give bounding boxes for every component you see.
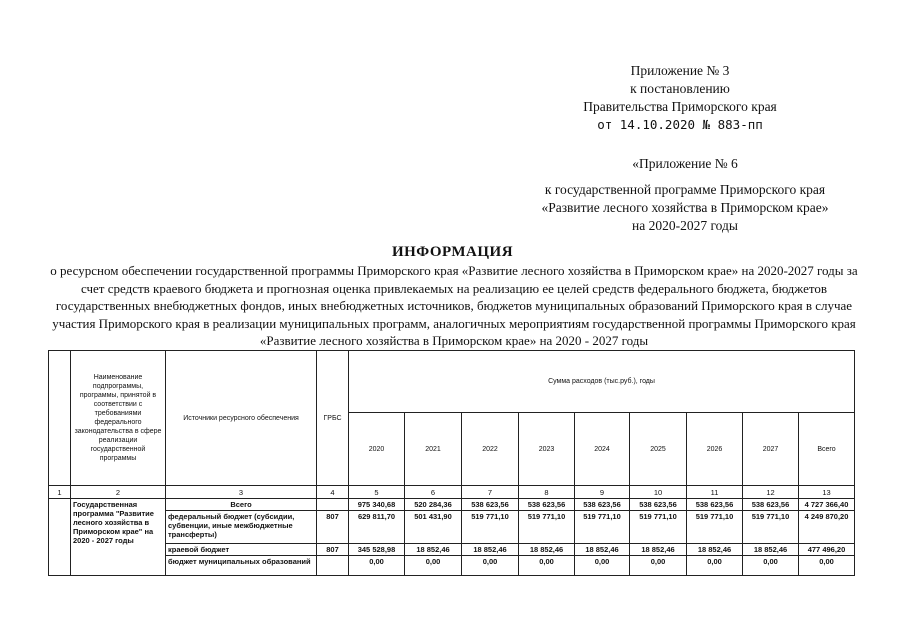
grbs-cell: 807 bbox=[317, 511, 349, 544]
header-program-name: Наименование подпрограммы, программы, принятой в соответствии с требованиями федерального законодательства в сфере реализации государственной программы bbox=[71, 351, 166, 486]
value-cell: 538 623,56 bbox=[462, 499, 519, 511]
source-cell: федеральный бюджет (субсидии, субвенции, иные межбюджетные трансферты) bbox=[166, 511, 317, 544]
table-row bbox=[49, 499, 855, 511]
table-row bbox=[49, 544, 855, 556]
value-cell: 538 623,56 bbox=[630, 499, 687, 511]
document-title: ИНФОРМАЦИЯ bbox=[391, 244, 514, 260]
value-cell: 0,00 bbox=[519, 556, 575, 576]
column-number: 2 bbox=[71, 486, 166, 499]
appendix6-ref: к государственной программе Приморского края bbox=[544, 182, 826, 197]
total-cell: 0,00 bbox=[799, 556, 855, 576]
header-year: 2025 bbox=[630, 413, 687, 486]
column-number: 12 bbox=[743, 486, 799, 499]
source-cell: Всего bbox=[166, 499, 317, 511]
resource-table bbox=[48, 350, 855, 576]
resolution-date: от 14.10.2020 № 883-пп bbox=[597, 117, 763, 132]
appendix6-period: на 2020-2027 годы bbox=[632, 218, 738, 233]
value-cell: 975 340,68 bbox=[349, 499, 405, 511]
grbs-cell: 807 bbox=[317, 544, 349, 556]
column-number: 7 bbox=[462, 486, 519, 499]
value-cell: 519 771,10 bbox=[575, 511, 630, 544]
value-cell: 538 623,56 bbox=[575, 499, 630, 511]
header-year: 2023 bbox=[519, 413, 575, 486]
column-number: 4 bbox=[317, 486, 349, 499]
value-cell: 0,00 bbox=[743, 556, 799, 576]
total-cell: 4 727 366,40 bbox=[799, 499, 855, 511]
table-row bbox=[49, 511, 855, 544]
value-cell: 0,00 bbox=[405, 556, 462, 576]
value-cell: 519 771,10 bbox=[630, 511, 687, 544]
header-total: Всего bbox=[799, 413, 855, 486]
value-cell: 519 771,10 bbox=[462, 511, 519, 544]
column-number: 8 bbox=[519, 486, 575, 499]
header-year: 2021 bbox=[405, 413, 462, 486]
resolution-header bbox=[520, 62, 840, 134]
value-cell: 519 771,10 bbox=[519, 511, 575, 544]
source-cell: краевой бюджет bbox=[166, 544, 317, 556]
value-cell: 501 431,90 bbox=[405, 511, 462, 544]
value-cell: 18 852,46 bbox=[405, 544, 462, 556]
header-year: 2020 bbox=[349, 413, 405, 486]
row-index bbox=[49, 499, 71, 576]
government-name: Правительства Приморского края bbox=[583, 99, 777, 114]
grbs-cell bbox=[317, 499, 349, 511]
header-year: 2027 bbox=[743, 413, 799, 486]
value-cell: 18 852,46 bbox=[743, 544, 799, 556]
resolution-ref: к постановлению bbox=[630, 81, 730, 96]
value-cell: 538 623,56 bbox=[687, 499, 743, 511]
header-grbs: ГРБС bbox=[317, 351, 349, 486]
program-name-cell: Государственная программа "Развитие лесного хозяйства в Приморском крае" на 2020 - 2027 годы bbox=[71, 499, 166, 576]
document-description: о ресурсном обеспечении государственной программы Приморского края «Развитие лесного хозяйства в Приморском крае» на 2020-2027 годы за счет средств краевого бюджета и прогнозная оценка привлекаемых на реализацию ее целей средств федерального бюджета, бюджетов государственных внебюджетных фондов, иных внебюджетных источников, бюджетов муниципальных образований Приморского края в случае участия Приморского края в реализации муниципальных программ, аналогичных мероприятиям государственной программы Приморского края «Развитие лесного хозяйства в Приморском крае» на 2020 - 2027 годы bbox=[50, 263, 858, 348]
appendix6-number: «Приложение № 6 bbox=[632, 156, 738, 171]
value-cell: 0,00 bbox=[687, 556, 743, 576]
value-cell: 520 284,36 bbox=[405, 499, 462, 511]
value-cell: 538 623,56 bbox=[743, 499, 799, 511]
appendix-number: Приложение № 3 bbox=[630, 63, 730, 78]
column-number: 3 bbox=[166, 486, 317, 499]
header-year: 2022 bbox=[462, 413, 519, 486]
value-cell: 519 771,10 bbox=[687, 511, 743, 544]
value-cell: 18 852,46 bbox=[462, 544, 519, 556]
total-cell: 4 249 870,20 bbox=[799, 511, 855, 544]
value-cell: 345 528,98 bbox=[349, 544, 405, 556]
header-index bbox=[49, 351, 71, 486]
value-cell: 0,00 bbox=[462, 556, 519, 576]
source-cell: бюджет муниципальных образований bbox=[166, 556, 317, 576]
column-number: 1 bbox=[49, 486, 71, 499]
table-row bbox=[49, 556, 855, 576]
appendix6-program: «Развитие лесного хозяйства в Приморском крае» bbox=[541, 200, 829, 215]
total-cell: 477 496,20 bbox=[799, 544, 855, 556]
header-sources: Источники ресурсного обеспечения bbox=[166, 351, 317, 486]
value-cell: 0,00 bbox=[630, 556, 687, 576]
column-number: 13 bbox=[799, 486, 855, 499]
column-number: 11 bbox=[687, 486, 743, 499]
value-cell: 18 852,46 bbox=[687, 544, 743, 556]
header-sum: Сумма расходов (тыс.руб.), годы bbox=[349, 351, 855, 413]
value-cell: 18 852,46 bbox=[519, 544, 575, 556]
column-number-row bbox=[49, 486, 855, 499]
table-header-row-1 bbox=[49, 351, 855, 413]
value-cell: 18 852,46 bbox=[575, 544, 630, 556]
column-number: 9 bbox=[575, 486, 630, 499]
header-year: 2026 bbox=[687, 413, 743, 486]
grbs-cell bbox=[317, 556, 349, 576]
value-cell: 629 811,70 bbox=[349, 511, 405, 544]
column-number: 6 bbox=[405, 486, 462, 499]
value-cell: 18 852,46 bbox=[630, 544, 687, 556]
value-cell: 538 623,56 bbox=[519, 499, 575, 511]
value-cell: 0,00 bbox=[349, 556, 405, 576]
header-year: 2024 bbox=[575, 413, 630, 486]
column-number: 10 bbox=[630, 486, 687, 499]
value-cell: 0,00 bbox=[575, 556, 630, 576]
program-appendix-header bbox=[510, 155, 860, 235]
column-number: 5 bbox=[349, 486, 405, 499]
value-cell: 519 771,10 bbox=[743, 511, 799, 544]
